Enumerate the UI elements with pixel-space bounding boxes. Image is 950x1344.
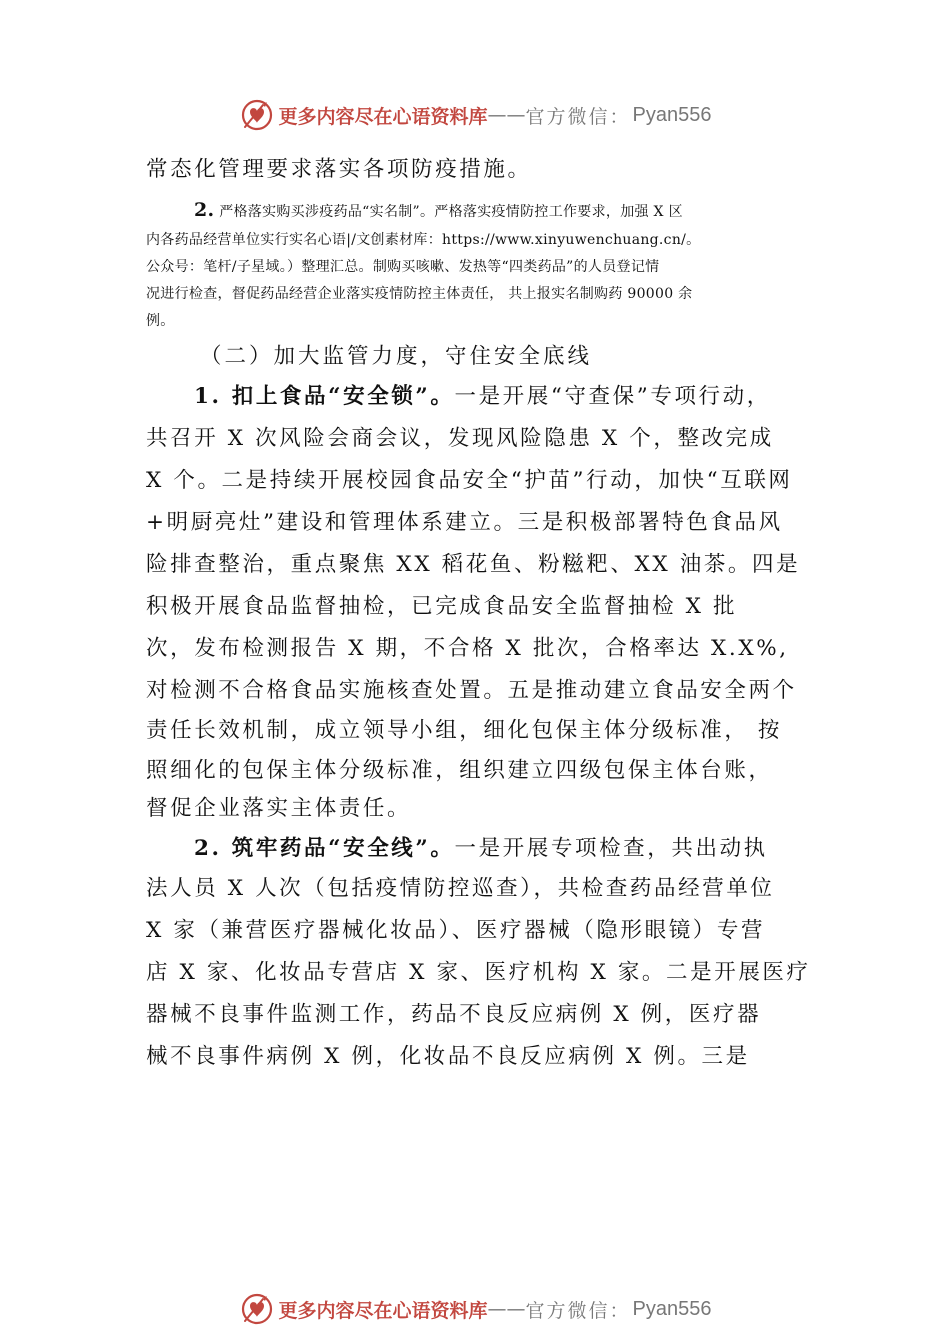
- paragraph-line: 对检测不合格食品实施核查处置。五是推动建立食品安全两个: [146, 678, 797, 703]
- item-number: 2.: [194, 199, 215, 221]
- paragraph-line: 例。: [146, 313, 175, 329]
- paragraph-line: [194, 200, 683, 222]
- paragraph-line: X 个。二是持续开展校园食品安全“护苗”行动，加快“互联网: [146, 468, 793, 493]
- heart-pen-logo-icon: [239, 1291, 275, 1327]
- paragraph-text: 严格落实购买涉疫药品“实名制”。严格落实疫情防控工作要求，加强 X 区: [214, 204, 683, 220]
- subsection-title: 1. 扣上食品“安全锁”。: [194, 384, 455, 409]
- subsection-title: 2. 筑牢药品“安全线”。: [194, 836, 455, 861]
- paragraph-line: 险排查整治，重点聚焦 XX 稻花鱼、粉糍粑、XX 油茶。四是: [146, 552, 801, 577]
- paragraph-line: 店 X 家、化妆品专营店 X 家、医疗机构 X 家。二是开展医疗: [146, 960, 811, 985]
- banner-dash: ——: [487, 1298, 526, 1320]
- top-watermark-banner: [0, 93, 950, 137]
- paragraph-line: 器械不良事件监测工作，药品不良反应病例 X 例，医疗器: [146, 1002, 762, 1027]
- paragraph-line: 公众号：笔杆/子星域。）整理汇总。制购买咳嗽、发热等“四类药品”的人员登记情: [146, 259, 660, 275]
- paragraph-line: 况进行检查，督促药品经营企业落实疫情防控主体责任， 共上报实名制购药 90000 余: [146, 286, 693, 302]
- wechat-id: Pyan556: [632, 1297, 712, 1320]
- paragraph-line: 次，发布检测报告 X 期，不合格 X 批次，合格率达 X.X%,: [146, 636, 789, 661]
- paragraph-line: 督促企业落实主体责任。: [146, 796, 412, 821]
- paragraph-line: [194, 382, 771, 412]
- bottom-watermark-banner: [0, 1287, 950, 1331]
- paragraph-text: 一是开展专项检查，共出动执: [454, 836, 768, 861]
- paragraph-line: 积极开展食品监督抽检，已完成食品安全监督抽检 X 批: [146, 594, 738, 619]
- paragraph-line: [194, 834, 768, 864]
- paragraph-line: 常态化管理要求落实各项防疫措施。: [146, 157, 532, 182]
- paragraph-line: X 家（兼营医疗器械化妆品）、医疗器械（隐形眼镜）专营: [146, 918, 766, 943]
- brand-text: 更多内容尽在心语资料库: [278, 1299, 488, 1322]
- wechat-id: Pyan556: [632, 103, 712, 126]
- paragraph-line: 法人员 X 人次（包括疫情防控巡查），共检查药品经营单位: [146, 876, 775, 901]
- paragraph-line: +明厨亮灶”建设和管理体系建立。三是积极部署特色食品风: [146, 510, 783, 535]
- banner-dash: ——: [487, 104, 526, 126]
- paragraph-line: 械不良事件病例 X 例，化妆品不良反应病例 X 例。三是: [146, 1044, 750, 1069]
- official-wechat-label: 官方微信：: [525, 105, 631, 128]
- paragraph-text: 一是开展“守查保”专项行动，: [454, 384, 771, 409]
- heart-pen-logo-icon: [239, 97, 275, 133]
- paragraph-line: 照细化的包保主体分级标准，组织建立四级包保主体台账，: [146, 758, 773, 783]
- paragraph-line: 责任长效机制，成立领导小组，细化包保主体分级标准， 按: [146, 718, 783, 743]
- paragraph-line: 共召开 X 次风险会商会议，发现风险隐患 X 个，整改完成: [146, 426, 774, 451]
- section-heading: （二）加大监管力度，守住安全底线: [200, 344, 593, 369]
- brand-text: 更多内容尽在心语资料库: [278, 105, 488, 128]
- official-wechat-label: 官方微信：: [525, 1299, 631, 1322]
- paragraph-line: 内各药品经营单位实行实名心语|/文创素材库：https://www.xinyuwenchuang.cn/。: [146, 232, 701, 248]
